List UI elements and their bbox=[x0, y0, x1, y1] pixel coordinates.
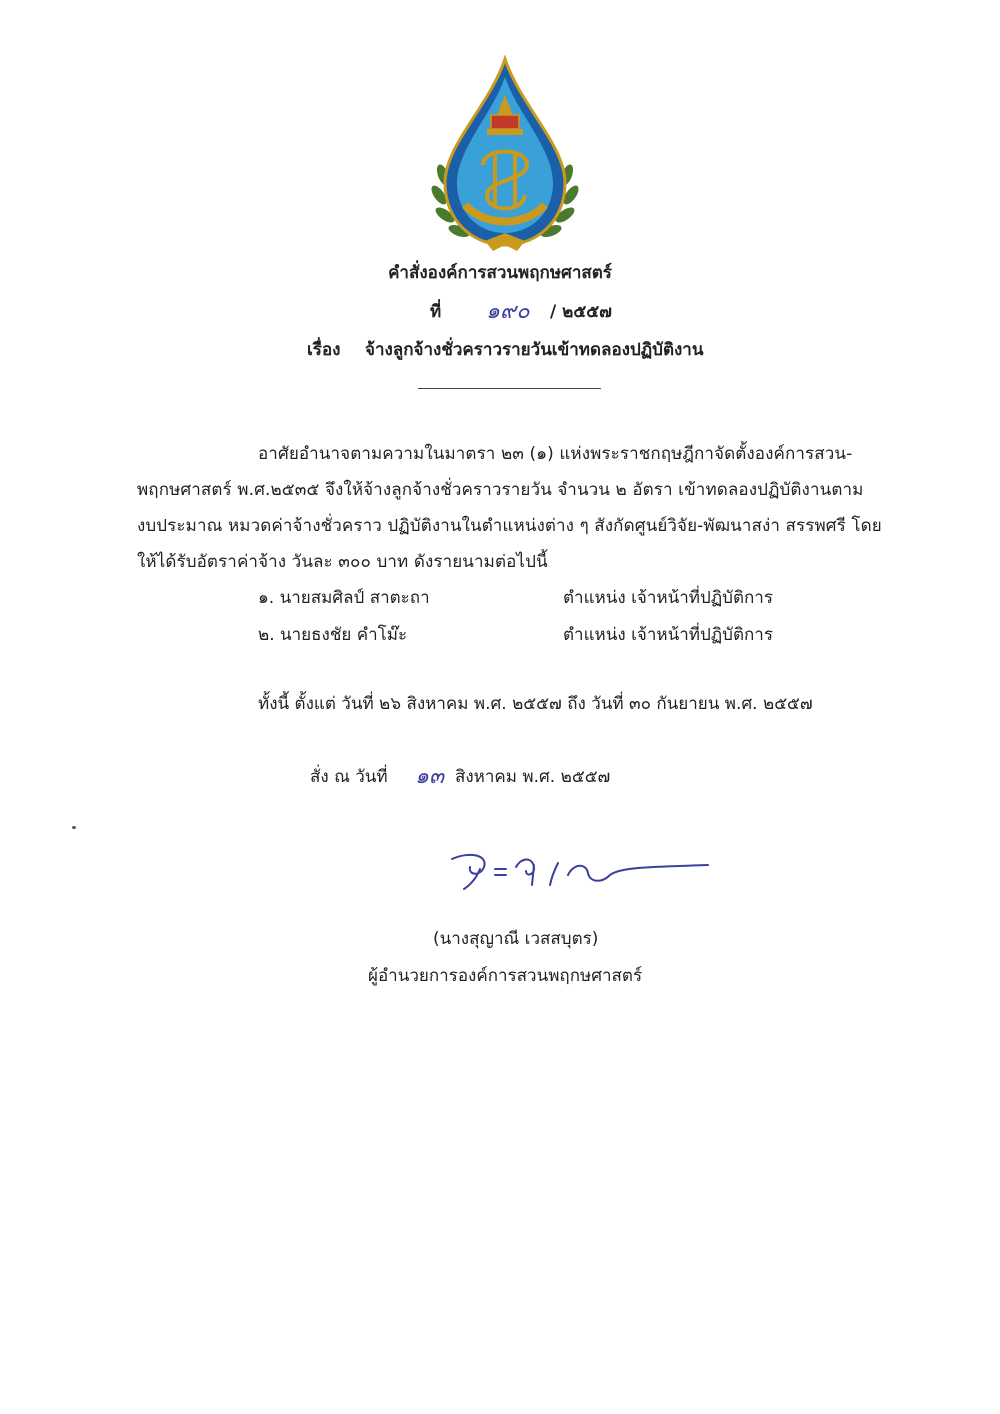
organization-logo bbox=[425, 55, 585, 255]
body-line-1: อาศัยอำนาจตามความในมาตรา ๒๓ (๑) แห่งพระราชกฤษฎีกาจัดตั้งองค์การสวน- bbox=[258, 444, 853, 464]
employee-position-2: ตำแหน่ง เจ้าหน้าที่ปฏิบัติการ bbox=[563, 625, 773, 645]
ordered-date-prefix: สั่ง ณ วันที่ bbox=[310, 767, 388, 787]
signatory-name: (นางสุญาณี เวสสบุตร) bbox=[433, 929, 599, 949]
ordered-date-suffix: สิงหาคม พ.ศ. ๒๕๕๗ bbox=[455, 767, 611, 787]
order-title: คำสั่งองค์การสวนพฤกษศาสตร์ bbox=[388, 263, 612, 283]
handwritten-signature bbox=[440, 845, 715, 895]
employee-position-1: ตำแหน่ง เจ้าหน้าที่ปฏิบัติการ bbox=[563, 588, 773, 608]
body-line-4: ให้ได้รับอัตราค่าจ้าง วันละ ๓๐๐ บาท ดังรายนามต่อไปนี้ bbox=[137, 552, 548, 572]
signatory-title: ผู้อำนวยการองค์การสวนพฤกษศาสตร์ bbox=[368, 966, 643, 986]
employee-name-2: ๒. นายธงชัย คำโม๊ะ bbox=[258, 625, 408, 645]
order-number-handwritten: ๑๙๐ bbox=[486, 299, 530, 324]
scan-speck bbox=[72, 826, 76, 829]
order-number-year: / ๒๕๕๗ bbox=[550, 302, 612, 322]
header-divider bbox=[418, 388, 601, 389]
body-line-3: งบประมาณ หมวดค่าจ้างชั่วคราว ปฏิบัติงานในตำแหน่งต่าง ๆ สังกัดศูนย์วิจัย-พัฒนาสง่า สรรพศรี โดย bbox=[137, 516, 882, 536]
order-number-prefix: ที่ bbox=[430, 302, 442, 322]
employee-name-1: ๑. นายสมศิลป์ สาตะถา bbox=[258, 588, 430, 608]
ordered-day-handwritten: ๑๓ bbox=[415, 764, 445, 789]
effective-period: ทั้งนี้ ตั้งแต่ วันที่ ๒๖ สิงหาคม พ.ศ. ๒๕๕๗ ถึง วันที่ ๓๐ กันยายน พ.ศ. ๒๕๕๗ bbox=[258, 694, 813, 714]
subject-text: จ้างลูกจ้างชั่วคราวรายวันเข้าทดลองปฏิบัติงาน bbox=[365, 340, 704, 360]
body-line-2: พฤกษศาสตร์ พ.ศ.๒๕๓๕ จึงให้จ้างลูกจ้างชั่วคราวรายวัน จำนวน ๒ อัตรา เข้าทดลองปฏิบัติงานตาม bbox=[137, 480, 864, 500]
subject-label: เรื่อง bbox=[307, 340, 341, 360]
